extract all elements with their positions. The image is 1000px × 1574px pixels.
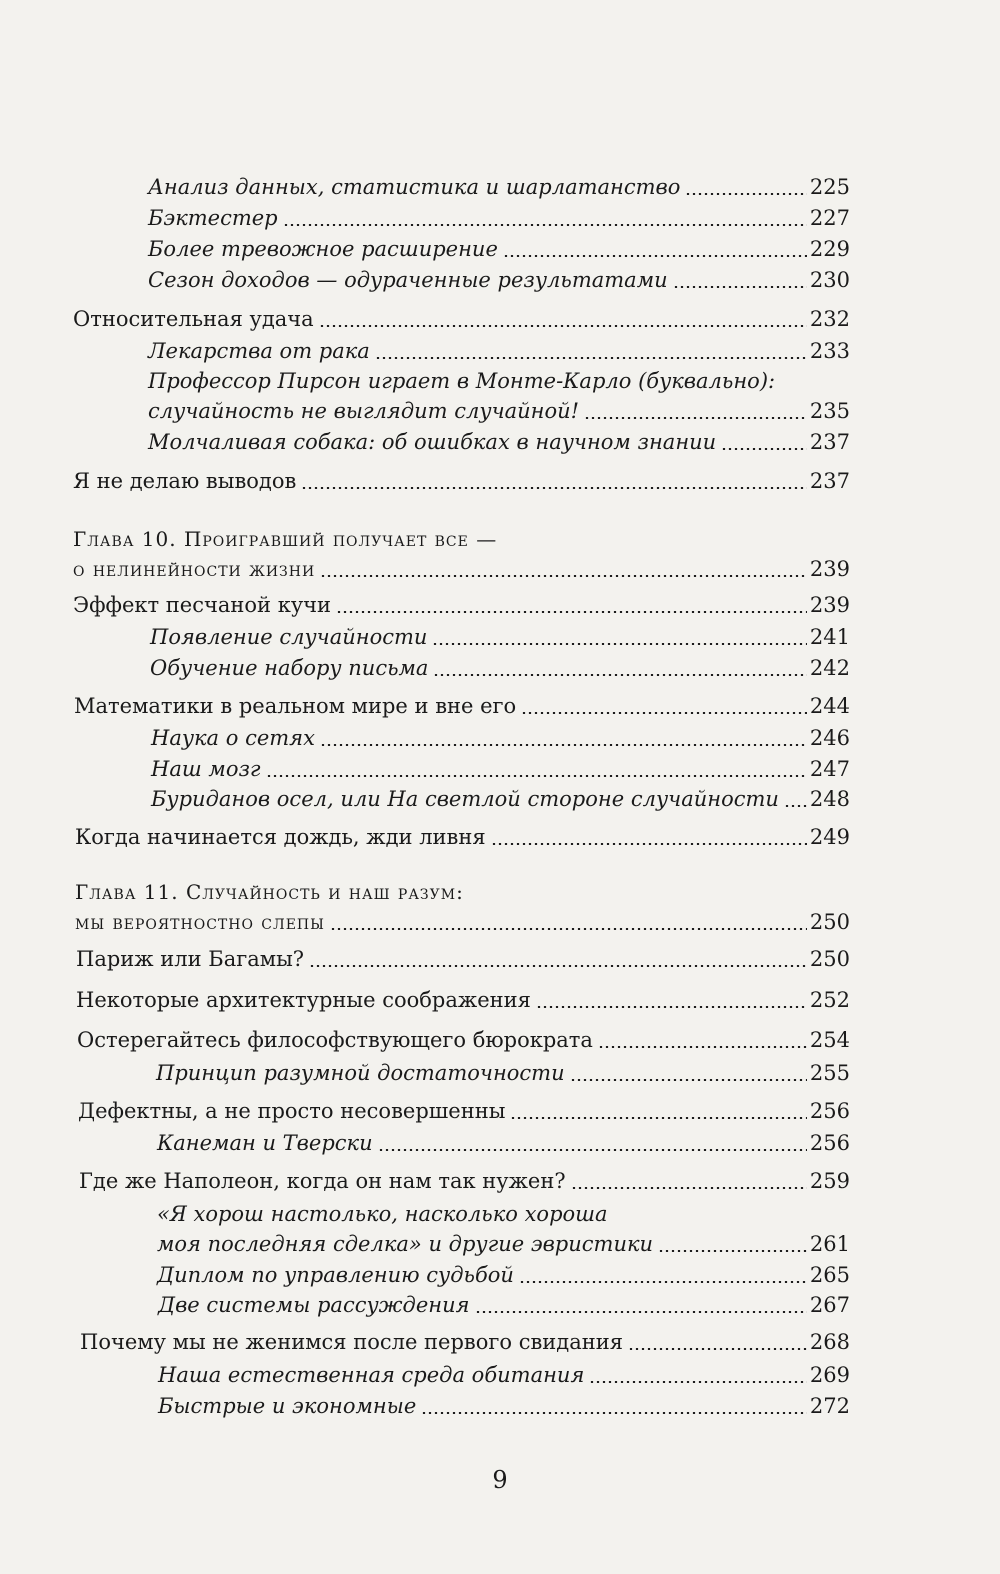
dot-leader [570,1079,807,1081]
toc-section [0,464,1000,494]
toc-entry [0,1056,1000,1086]
dot-leader [784,805,807,807]
chapter-title-line1: Глава 11. Случайность и наш разум: [75,880,464,904]
section-title: Остерегайтесь философствующего бюрократа [77,1028,593,1052]
dot-leader [378,1149,807,1151]
entry-page: 227 [809,206,850,230]
toc-section [0,588,1000,618]
dot-leader [375,357,807,359]
dot-leader [584,417,807,419]
entry-title: Более тревожное расширение [148,237,498,261]
toc-entry [0,425,1000,455]
dot-leader [433,674,806,676]
entry-title: Молчаливая собака: об ошибках в научном знании [148,430,717,454]
dot-leader [571,1187,807,1189]
toc-entry [0,651,1000,681]
entry-page: 249 [809,825,850,849]
entry-page: 259 [809,1169,850,1193]
section-title: Я не делаю выводов [73,469,297,493]
page-number: 9 [492,1466,508,1494]
dot-leader [266,775,807,777]
toc-entry [0,1358,1000,1388]
entry-page: 272 [809,1394,850,1418]
toc-entry [0,232,1000,262]
entry-title-line1: «Я хорош настолько, насколько хороша [157,1202,608,1226]
entry-title: моя последняя сделка» и другие эвристики [157,1232,654,1256]
toc-chapter [0,552,1000,582]
entry-page: 252 [809,988,850,1012]
dot-leader [536,1006,807,1008]
section-title: Где же Наполеон, когда он нам так нужен? [79,1169,566,1193]
dot-leader [309,965,807,967]
entry-page: 250 [809,910,850,934]
entry-title: Анализ данных, статистика и шарлатанство [148,175,681,199]
dot-leader [432,643,806,645]
toc-section [0,689,1000,719]
entry-page: 232 [809,307,850,331]
dot-leader [521,712,807,714]
section-title: Париж или Багамы? [76,947,305,971]
entry-page: 254 [809,1028,850,1052]
dot-leader [319,325,807,327]
entry-title: Две системы рассуждения [158,1293,470,1317]
entry-page: 269 [809,1363,850,1387]
entry-title: Лекарства от рака [148,339,370,363]
entry-page: 248 [809,787,850,811]
entry-title: Обучение набору письма [150,656,429,680]
dot-leader [519,1281,807,1283]
entry-page: 237 [809,469,850,493]
entry-title: Диплом по управлению судьбой [157,1263,514,1287]
dot-leader [320,744,807,746]
dot-leader [685,193,807,195]
entry-page: 256 [809,1131,850,1155]
toc-section [0,1164,1000,1194]
entry-page: 237 [809,430,850,454]
dot-leader [491,843,807,845]
entry-title: Канеман и Тверски [157,1131,373,1155]
entry-title: Сезон доходов — одураченные результатами [148,268,668,292]
entry-title: Быстрые и экономные [158,1394,417,1418]
chapter-title-line1: Глава 10. Проигравший получает все — [73,527,498,551]
entry-page: 229 [809,237,850,261]
dot-leader [510,1117,806,1119]
toc-entry [0,263,1000,293]
chapter-title: о нелинейности жизни [73,557,316,581]
toc-entry [0,170,1000,200]
dot-leader [673,286,807,288]
toc-entry [0,394,1000,424]
entry-page: 265 [809,1263,850,1287]
dot-leader [628,1348,807,1350]
toc-entry [0,334,1000,364]
chapter-title: мы вероятностно слепы [75,910,325,934]
toc-entry [0,1288,1000,1318]
entry-page: 235 [809,399,850,423]
dot-leader [283,224,807,226]
toc-entry [0,201,1000,231]
section-title: Почему мы не женимся после первого свидания [80,1330,623,1354]
entry-page: 247 [809,757,850,781]
toc-section [0,1023,1000,1053]
section-title: Когда начинается дождь, жди ливня [75,825,486,849]
entry-page: 256 [809,1099,850,1123]
entry-page: 233 [809,339,850,363]
dot-leader [589,1381,807,1383]
toc-section [0,983,1000,1013]
section-title: Дефектны, а не просто несовершенны [78,1099,506,1123]
toc-chapter [0,905,1000,935]
entry-page: 267 [809,1293,850,1317]
section-title: Некоторые архитектурные соображения [76,988,531,1012]
entry-title-line1: Профессор Пирсон играет в Монте-Карло (буквально): [148,369,776,393]
toc-entry [0,620,1000,650]
dot-leader [320,575,807,577]
toc-entry [0,1258,1000,1288]
toc-entry [0,782,1000,812]
entry-title: Наш мозг [151,757,261,781]
section-title: Относительная удача [73,307,314,331]
toc-section [0,302,1000,332]
section-title: Математики в реальном мире и вне его [74,694,517,718]
toc-entry [0,752,1000,782]
toc-entry [0,1126,1000,1156]
entry-page: 239 [809,557,850,581]
entry-title: Появление случайности [150,625,428,649]
dot-leader [503,255,807,257]
dot-leader [301,487,807,489]
entry-title: Наша естественная среда обитания [158,1363,585,1387]
entry-page: 246 [809,726,850,750]
dot-leader [598,1046,807,1048]
dot-leader [330,928,807,930]
toc-section [0,820,1000,850]
toc-section [0,1094,1000,1124]
entry-page: 250 [809,947,850,971]
dot-leader [721,448,807,450]
entry-page: 268 [809,1330,850,1354]
dot-leader [658,1250,807,1252]
toc-section [0,1325,1000,1355]
entry-page: 241 [809,625,850,649]
dot-leader [336,611,807,613]
toc-section [0,942,1000,972]
entry-page: 239 [809,593,850,617]
entry-page: 230 [809,268,850,292]
dot-leader [475,1311,807,1313]
entry-page: 244 [809,694,850,718]
entry-page: 225 [809,175,850,199]
dot-leader [421,1412,807,1414]
entry-page: 255 [809,1061,850,1085]
entry-page: 242 [809,656,850,680]
entry-title: Принцип разумной достаточности [156,1061,565,1085]
entry-title: Наука о сетях [151,726,315,750]
toc-entry [0,1389,1000,1419]
entry-title: Буриданов осел, или На светлой стороне случайности [151,787,779,811]
toc-entry [0,721,1000,751]
entry-title: случайность не выглядит случайной! [148,399,580,423]
section-title: Эффект песчаной кучи [73,593,332,617]
entry-title: Бэктестер [148,206,278,230]
entry-page: 261 [809,1232,850,1256]
toc-entry [0,1227,1000,1257]
